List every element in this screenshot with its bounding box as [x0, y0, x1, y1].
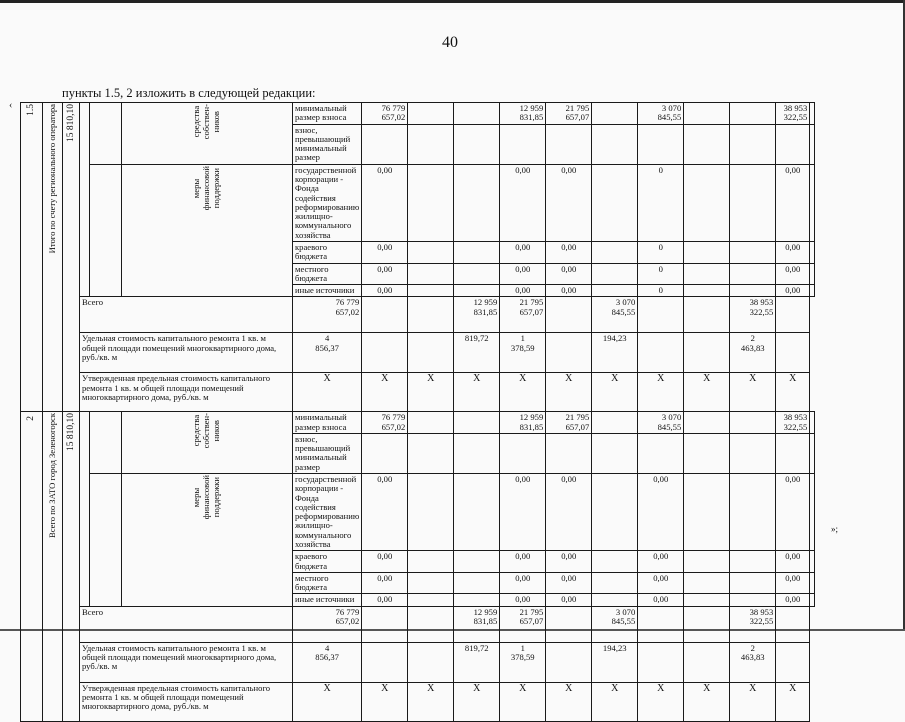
table-row — [21, 606, 815, 642]
page-number: 40 — [442, 34, 458, 51]
budget-table — [20, 102, 815, 722]
value-cell: 3 070 845,55 — [592, 606, 638, 642]
empty-cell — [408, 572, 454, 594]
empty-cell — [454, 285, 500, 297]
empty-cell — [592, 124, 638, 164]
empty-cell — [546, 433, 592, 473]
empty-cell — [454, 433, 500, 473]
x-mark: X — [293, 682, 362, 721]
empty-cell — [408, 297, 454, 333]
empty-cell — [500, 433, 546, 473]
empty-cell — [810, 241, 815, 263]
value-cell: 0,00 — [546, 551, 592, 573]
empty-cell — [776, 433, 810, 473]
empty-cell — [730, 551, 776, 573]
item-name — [43, 103, 63, 412]
empty-cell — [730, 164, 776, 241]
item-name — [43, 412, 63, 721]
spacer-cell — [90, 412, 122, 474]
intro-text: пункты 1.5, 2 изложить в следующей редакции: — [62, 86, 316, 100]
x-mark: X — [546, 682, 592, 721]
value-cell: 0,00 — [362, 241, 408, 263]
value-cell: 3 070 845,55 — [592, 297, 638, 333]
value-cell: 0,00 — [776, 263, 810, 285]
empty-cell — [408, 103, 454, 125]
empty-cell — [454, 412, 500, 434]
empty-cell — [362, 433, 408, 473]
x-mark: X — [592, 682, 638, 721]
value-cell: 0,00 — [500, 164, 546, 241]
value-cell: 0,00 — [500, 572, 546, 594]
value-cell: 0,00 — [776, 164, 810, 241]
item-name-text: Всего по ЗАТО город Зеленогорск — [46, 413, 57, 539]
empty-cell — [810, 412, 815, 434]
empty-cell — [454, 572, 500, 594]
value-cell: 38 953 322,55 — [730, 606, 776, 642]
empty-cell — [684, 285, 730, 297]
empty-cell — [684, 124, 730, 164]
empty-cell — [408, 433, 454, 473]
empty-cell — [810, 474, 815, 551]
empty-cell — [810, 433, 815, 473]
empty-cell — [684, 551, 730, 573]
x-mark: X — [454, 682, 500, 721]
end-mark: »; — [831, 524, 839, 534]
empty-cell — [730, 572, 776, 594]
funds-owners-label — [122, 103, 293, 165]
row-label: государственной корпорации - Фонда содействия реформированию жилищно-коммунального хозяйства — [293, 474, 362, 551]
empty-cell — [730, 263, 776, 285]
value-cell: 12 959 831,85 — [454, 606, 500, 642]
value-cell: 0,00 — [500, 285, 546, 297]
value-cell: 12 959 831,85 — [500, 103, 546, 125]
x-mark: X — [293, 373, 362, 412]
row-label: краевого бюджета — [293, 551, 362, 573]
support-label — [122, 474, 293, 607]
table-row — [21, 373, 815, 412]
value-cell: 0 — [638, 241, 684, 263]
row-label: Всего — [80, 606, 293, 642]
empty-cell — [408, 412, 454, 434]
empty-cell — [776, 333, 810, 373]
x-mark: X — [362, 373, 408, 412]
x-mark: X — [408, 373, 454, 412]
empty-cell — [810, 551, 815, 573]
empty-cell — [454, 124, 500, 164]
empty-cell — [454, 164, 500, 241]
empty-cell — [730, 103, 776, 125]
value-cell: 0,00 — [776, 241, 810, 263]
scan-edge-top — [0, 0, 905, 3]
value-cell: 21 795 657,07 — [546, 412, 592, 434]
empty-cell — [408, 285, 454, 297]
empty-cell — [684, 297, 730, 333]
value-cell: 4 856,37 — [293, 642, 362, 682]
value-cell: 3 070 845,55 — [638, 412, 684, 434]
empty-cell — [810, 124, 815, 164]
empty-cell — [776, 642, 810, 682]
x-mark: X — [546, 373, 592, 412]
spacer-cell — [90, 164, 122, 297]
value-cell: 3 070 845,55 — [638, 103, 684, 125]
empty-cell — [730, 124, 776, 164]
x-mark: X — [776, 373, 810, 412]
value-cell: 21 795 657,07 — [500, 606, 546, 642]
value-cell: 0,00 — [546, 285, 592, 297]
x-mark: X — [730, 373, 776, 412]
value-cell: 1 378,59 — [500, 333, 546, 373]
item-number-text: 2 — [26, 415, 37, 421]
empty-cell — [776, 124, 810, 164]
empty-cell — [362, 642, 408, 682]
empty-cell — [592, 551, 638, 573]
value-cell: 0,00 — [546, 164, 592, 241]
empty-cell — [454, 263, 500, 285]
value-cell: 12 959 831,85 — [454, 297, 500, 333]
empty-cell — [684, 263, 730, 285]
x-mark: X — [362, 682, 408, 721]
row-label: взнос, превышающий минимальный размер — [293, 433, 362, 473]
x-mark: X — [638, 682, 684, 721]
empty-cell — [638, 333, 684, 373]
empty-cell — [684, 642, 730, 682]
spacer-cell — [90, 474, 122, 607]
row-label: Удельная стоимость капитального ремонта 1 кв. м общей площади помещений многоквартирного дома, руб./кв. м — [80, 333, 293, 373]
empty-cell — [408, 263, 454, 285]
value-cell: 0,00 — [546, 572, 592, 594]
row-label: Удельная стоимость капитального ремонта 1 кв. м общей площади помещений многоквартирного дома, руб./кв. м — [80, 642, 293, 682]
support-label — [122, 164, 293, 297]
empty-cell — [454, 103, 500, 125]
item-area-text: 15 810,10 — [65, 104, 76, 142]
table-row — [21, 642, 815, 682]
empty-cell — [810, 103, 815, 125]
value-cell: 0,00 — [362, 551, 408, 573]
value-cell: 0,00 — [500, 263, 546, 285]
item-area — [63, 103, 80, 412]
value-cell: 194,23 — [592, 333, 638, 373]
value-cell: 0,00 — [638, 551, 684, 573]
x-mark: X — [454, 373, 500, 412]
empty-cell — [776, 606, 810, 642]
value-cell: 0,00 — [362, 285, 408, 297]
value-cell: 0 — [638, 263, 684, 285]
value-cell: 0,00 — [546, 241, 592, 263]
value-cell: 38 953 322,55 — [776, 103, 810, 125]
value-cell: 76 779 657,02 — [362, 412, 408, 434]
value-cell: 0,00 — [776, 285, 810, 297]
row-label: Утвержденная предельная стоимость капитального ремонта 1 кв. м общей площади помещений многоквартирного дома, руб./кв. м — [80, 682, 293, 721]
value-cell: 1 378,59 — [500, 642, 546, 682]
empty-cell — [810, 594, 815, 606]
value-cell: 38 953 322,55 — [730, 297, 776, 333]
empty-cell — [810, 572, 815, 594]
empty-cell — [592, 263, 638, 285]
spacer-cell — [80, 412, 90, 606]
value-cell: 76 779 657,02 — [293, 297, 362, 333]
row-label: иные источники — [293, 285, 362, 297]
empty-cell — [408, 164, 454, 241]
value-cell: 2 463,83 — [730, 333, 776, 373]
empty-cell — [546, 333, 592, 373]
row-label: минимальный размер взноса — [293, 103, 362, 125]
empty-cell — [454, 594, 500, 606]
empty-cell — [592, 164, 638, 241]
support-label-text: меры финансовой поддержки — [191, 165, 221, 210]
empty-cell — [638, 433, 684, 473]
x-mark: X — [408, 682, 454, 721]
table-row — [21, 412, 815, 434]
value-cell: 0,00 — [776, 551, 810, 573]
funds-owners-label-text: средства собствен- ников — [191, 104, 221, 140]
value-cell: 0,00 — [362, 572, 408, 594]
item-area — [63, 412, 80, 721]
value-cell: 0,00 — [362, 594, 408, 606]
item-number — [21, 412, 43, 721]
funds-owners-label-text: средства собствен- ников — [191, 413, 221, 449]
item-name-text: Итого по счету регионального оператора — [46, 104, 57, 254]
row-label: Утвержденная предельная стоимость капитального ремонта 1 кв. м общей площади помещений многоквартирного дома, руб./кв. м — [80, 373, 293, 412]
row-label: местного бюджета — [293, 572, 362, 594]
row-label: местного бюджета — [293, 263, 362, 285]
empty-cell — [546, 297, 592, 333]
x-mark: X — [776, 682, 810, 721]
empty-cell — [684, 164, 730, 241]
value-cell: 4 856,37 — [293, 333, 362, 373]
empty-cell — [592, 433, 638, 473]
empty-cell — [546, 606, 592, 642]
x-mark: X — [684, 373, 730, 412]
edge-mark: ‹ — [9, 100, 13, 111]
empty-cell — [684, 606, 730, 642]
empty-cell — [592, 241, 638, 263]
value-cell: 0,00 — [362, 474, 408, 551]
value-cell: 819,72 — [454, 642, 500, 682]
value-cell: 0,00 — [362, 263, 408, 285]
empty-cell — [592, 572, 638, 594]
table-row — [21, 103, 815, 125]
table-row — [21, 297, 815, 333]
value-cell: 0,00 — [776, 474, 810, 551]
x-mark: X — [500, 373, 546, 412]
empty-cell — [408, 551, 454, 573]
value-cell: 819,72 — [454, 333, 500, 373]
empty-cell — [408, 594, 454, 606]
x-mark: X — [730, 682, 776, 721]
empty-cell — [408, 474, 454, 551]
value-cell: 0 — [638, 285, 684, 297]
spacer-cell — [80, 103, 90, 297]
empty-cell — [546, 124, 592, 164]
empty-cell — [362, 297, 408, 333]
spacer-cell — [90, 103, 122, 165]
empty-cell — [730, 412, 776, 434]
x-mark: X — [638, 373, 684, 412]
row-label: краевого бюджета — [293, 241, 362, 263]
x-mark: X — [684, 682, 730, 721]
value-cell: 0,00 — [500, 594, 546, 606]
empty-cell — [408, 606, 454, 642]
empty-cell — [684, 241, 730, 263]
row-label: государственной корпорации - Фонда содействия реформированию жилищно-коммунального хозяйства — [293, 164, 362, 241]
empty-cell — [592, 474, 638, 551]
table-row — [21, 164, 815, 241]
row-label: минимальный размер взноса — [293, 412, 362, 434]
empty-cell — [362, 333, 408, 373]
empty-cell — [408, 124, 454, 164]
empty-cell — [684, 572, 730, 594]
empty-cell — [638, 606, 684, 642]
value-cell: 0,00 — [776, 594, 810, 606]
empty-cell — [362, 124, 408, 164]
value-cell: 2 463,83 — [730, 642, 776, 682]
empty-cell — [684, 412, 730, 434]
empty-cell — [684, 103, 730, 125]
empty-cell — [810, 263, 815, 285]
empty-cell — [684, 333, 730, 373]
empty-cell — [730, 594, 776, 606]
value-cell: 76 779 657,02 — [293, 606, 362, 642]
x-mark: X — [500, 682, 546, 721]
empty-cell — [592, 412, 638, 434]
empty-cell — [730, 474, 776, 551]
empty-cell — [362, 606, 408, 642]
item-area-text: 15 810,10 — [65, 413, 76, 452]
empty-cell — [500, 124, 546, 164]
value-cell: 0,00 — [546, 474, 592, 551]
row-label: взнос, превышающий минимальный размер — [293, 124, 362, 164]
empty-cell — [638, 124, 684, 164]
value-cell: 0,00 — [638, 572, 684, 594]
value-cell: 0,00 — [546, 594, 592, 606]
value-cell: 0,00 — [638, 594, 684, 606]
value-cell: 0,00 — [362, 164, 408, 241]
empty-cell — [454, 551, 500, 573]
x-mark: X — [592, 373, 638, 412]
item-number — [21, 103, 43, 412]
funds-owners-label — [122, 412, 293, 474]
empty-cell — [592, 594, 638, 606]
value-cell: 76 779 657,02 — [362, 103, 408, 125]
empty-cell — [810, 285, 815, 297]
empty-cell — [684, 474, 730, 551]
empty-cell — [730, 433, 776, 473]
empty-cell — [592, 103, 638, 125]
empty-cell — [408, 241, 454, 263]
value-cell: 21 795 657,07 — [546, 103, 592, 125]
value-cell: 0,00 — [546, 263, 592, 285]
empty-cell — [776, 297, 810, 333]
empty-cell — [684, 433, 730, 473]
row-label: Всего — [80, 297, 293, 333]
value-cell: 194,23 — [592, 642, 638, 682]
empty-cell — [592, 285, 638, 297]
empty-cell — [638, 297, 684, 333]
empty-cell — [810, 164, 815, 241]
value-cell: 0,00 — [500, 241, 546, 263]
value-cell: 0 — [638, 164, 684, 241]
table-row — [21, 474, 815, 551]
value-cell: 12 959 831,85 — [500, 412, 546, 434]
value-cell: 0,00 — [776, 572, 810, 594]
item-number-text: 1.5 — [26, 104, 37, 116]
empty-cell — [546, 642, 592, 682]
empty-cell — [454, 241, 500, 263]
table-row — [21, 333, 815, 373]
value-cell: 0,00 — [500, 474, 546, 551]
empty-cell — [730, 241, 776, 263]
empty-cell — [684, 594, 730, 606]
empty-cell — [408, 333, 454, 373]
value-cell: 0,00 — [638, 474, 684, 551]
support-label-text: меры финансовой поддержки — [191, 475, 221, 520]
value-cell: 21 795 657,07 — [500, 297, 546, 333]
value-cell: 38 953 322,55 — [776, 412, 810, 434]
row-label: иные источники — [293, 594, 362, 606]
empty-cell — [454, 474, 500, 551]
value-cell: 0,00 — [500, 551, 546, 573]
empty-cell — [730, 285, 776, 297]
empty-cell — [638, 642, 684, 682]
empty-cell — [408, 642, 454, 682]
table-row — [21, 682, 815, 721]
